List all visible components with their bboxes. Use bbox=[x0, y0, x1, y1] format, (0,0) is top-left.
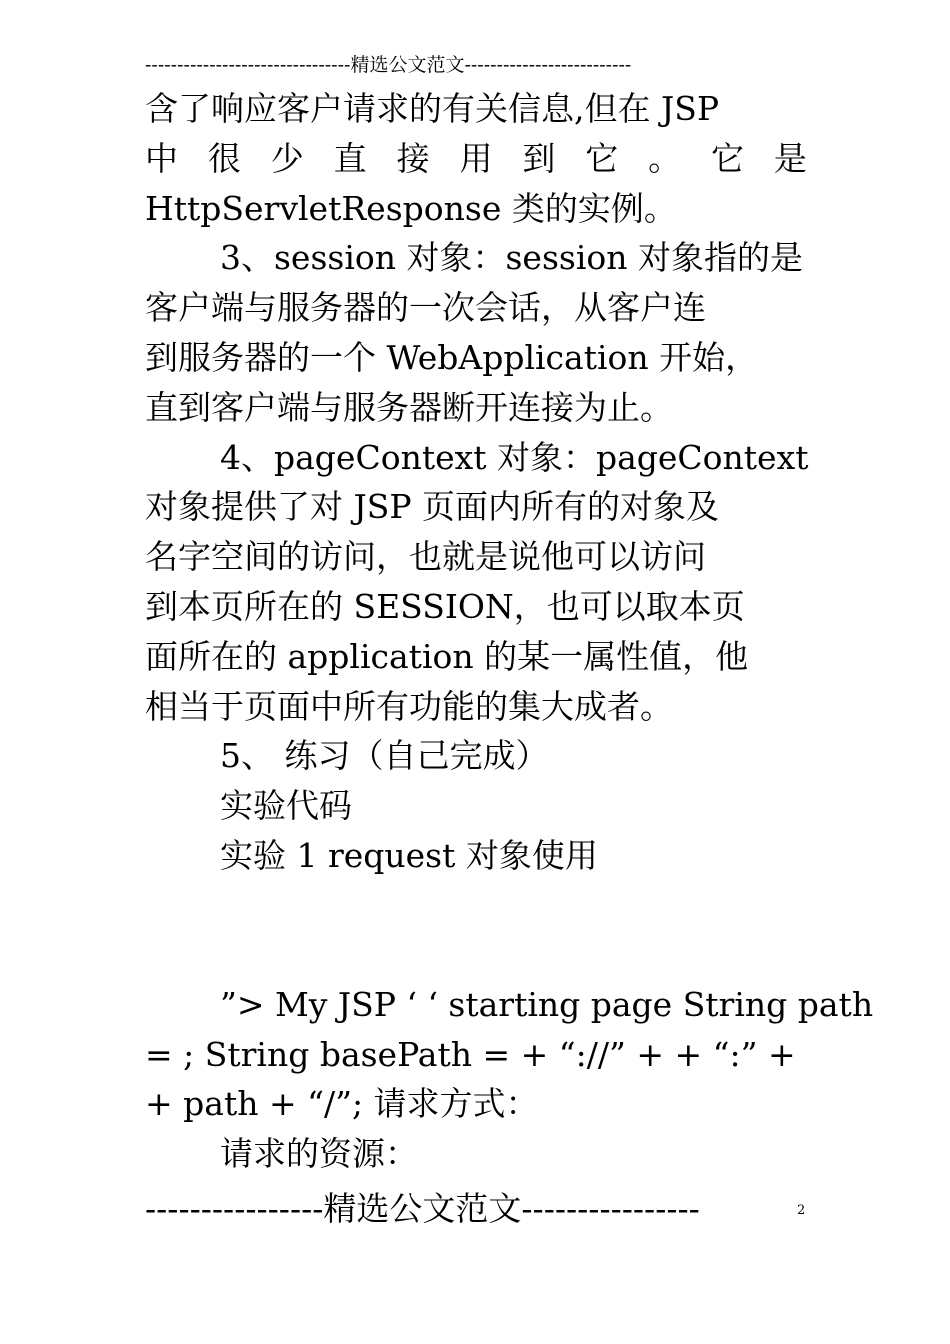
spaced-char: 中 bbox=[145, 138, 178, 178]
spaced-line bbox=[145, 134, 807, 184]
blank-space bbox=[145, 881, 807, 980]
spaced-char: 。 bbox=[648, 138, 682, 178]
body-line: 请求的资源： bbox=[220, 1134, 418, 1174]
body-line: 面所在的 application 的某一属性值，他 bbox=[145, 636, 749, 676]
spaced-char: 直 bbox=[333, 138, 367, 178]
page-footer: ----------------精选公文范文---------------- bbox=[145, 1189, 700, 1228]
body-line: HttpServletResponse 类的实例。 bbox=[145, 188, 677, 228]
body-line: 3、session 对象：session 对象指的是 bbox=[220, 238, 803, 278]
body-line: 5、 练习（自己完成） bbox=[220, 736, 549, 776]
body-line: 实验 1 request 对象使用 bbox=[220, 835, 598, 875]
spaced-char: 它 bbox=[711, 138, 745, 178]
body-line: 相当于页面中所有功能的集大成者。 bbox=[145, 686, 673, 726]
code-line: ”> My JSP ‘ ‘ starting page String path bbox=[220, 984, 874, 1024]
document-body bbox=[145, 84, 874, 1179]
body-line: 实验代码 bbox=[220, 786, 352, 826]
body-line: 直到客户端与服务器断开连接为止。 bbox=[145, 387, 673, 427]
body-line: 到本页所在的 SESSION，也可以取本页 bbox=[145, 586, 745, 626]
page-header: --------------------------------精选公文范文-------------------------- bbox=[145, 54, 632, 76]
spaced-char: 是 bbox=[773, 138, 807, 178]
spaced-char: 很 bbox=[207, 138, 241, 178]
code-line: + path + “/”; 请求方式： bbox=[145, 1084, 539, 1124]
body-line: 含了响应客户请求的有关信息,但在 JSP bbox=[145, 89, 720, 128]
body-line: 4、pageContext 对象：pageContext bbox=[220, 437, 809, 477]
code-line: = ; String basePath = + “://” + + “:” + bbox=[145, 1034, 796, 1074]
body-line: 客户端与服务器的一次会话，从客户连 bbox=[145, 288, 706, 328]
page-number: 2 bbox=[797, 1203, 806, 1218]
spaced-char: 到 bbox=[522, 138, 556, 178]
spaced-char: 接 bbox=[396, 138, 430, 178]
spaced-char: 用 bbox=[459, 138, 493, 178]
body-line: 到服务器的一个 WebApplication 开始， bbox=[145, 337, 759, 377]
spaced-char: 它 bbox=[585, 138, 619, 178]
body-line: 名字空间的访问，也就是说他可以访问 bbox=[145, 537, 706, 577]
spaced-char: 少 bbox=[270, 138, 304, 178]
body-line: 对象提供了对 JSP 页面内所有的对象及 bbox=[145, 487, 720, 527]
